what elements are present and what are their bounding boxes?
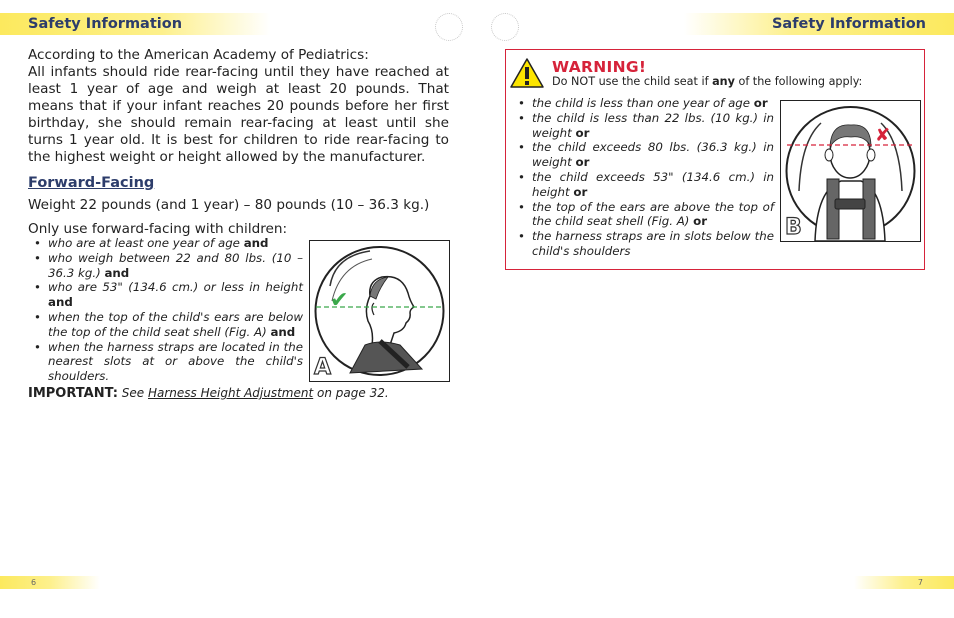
harness-height-link[interactable]: Harness Height Adjustment — [147, 386, 314, 400]
list-item: • the harness straps are in slots below the child's shoulders — [512, 229, 774, 259]
warning-title: WARNING! — [552, 58, 647, 76]
page-header-left — [0, 13, 270, 35]
list-item: • when the harness straps are located in the nearest slots at or above the child's shoulders. — [28, 340, 303, 384]
list-item: • the child exceeds 53" (134.6 cm.) in height or — [512, 170, 774, 200]
important-post: on page 32. — [317, 386, 389, 400]
important-note — [28, 386, 389, 401]
warning-triangle-icon — [509, 57, 545, 89]
forward-weight-line: Weight 22 pounds (and 1 year) – 80 pounds (10 – 36.3 kg.) — [28, 197, 430, 213]
list-item: • who are 53" (134.6 cm.) or less in height and — [28, 280, 303, 310]
figure-b-letter: B — [785, 215, 802, 240]
figure-a — [309, 240, 450, 382]
header-title-right: Safety Information — [771, 16, 926, 32]
important-pre: See — [121, 386, 145, 400]
cross-icon: ✘ — [875, 125, 891, 146]
figure-b — [780, 100, 921, 242]
intro-text — [28, 47, 449, 166]
list-item: • the child is less than 22 lbs. (10 kg.) in weight or — [512, 111, 774, 141]
forward-facing-list — [28, 236, 303, 384]
forward-facing-title: Forward-Facing — [28, 175, 155, 191]
figure-b-illustration — [781, 101, 920, 241]
list-item: • the child exceeds 80 lbs. (36.3 kg.) in weight or — [512, 140, 774, 170]
list-item: • who weigh between 22 and 80 lbs. (10 – 36.3 kg.) and — [28, 251, 303, 281]
page-header-right — [684, 13, 954, 35]
list-item: • when the top of the child's ears are below the top of the child seat shell (Fig. A) and — [28, 310, 303, 340]
list-item: • the top of the ears are above the top of the child seat shell (Fig. A) or — [512, 200, 774, 230]
intro-line: According to the American Academy of Pediatrics: — [28, 47, 369, 63]
check-icon: ✔ — [330, 288, 349, 313]
registration-mark-left — [435, 13, 463, 41]
registration-mark-right — [491, 13, 519, 41]
forward-only-line: Only use forward-facing with children: — [28, 221, 288, 237]
warning-list — [512, 96, 774, 259]
page-number-left: 6 — [0, 576, 100, 589]
list-item: • who are at least one year of age and — [28, 236, 303, 251]
warning-subtitle: Do NOT use the child seat if any of the following apply: — [552, 75, 863, 88]
list-item: • the child is less than one year of age or — [512, 96, 774, 111]
header-title-left: Safety Information — [28, 16, 183, 32]
page-number-right: 7 — [854, 576, 954, 589]
figure-a-letter: A — [314, 355, 332, 380]
important-label: IMPORTANT: — [28, 386, 118, 401]
intro-paragraph: All infants should ride rear-facing until they have reached at least 1 year of age and weigh at least 20 pounds. That means that if your infant reaches 20 pounds before her first birthday, she should remain rear-facing at least until she turns 1 year old. It is best for children to ride rear-facing to the highest weight or height allowed by the manufacturer. — [28, 64, 449, 165]
